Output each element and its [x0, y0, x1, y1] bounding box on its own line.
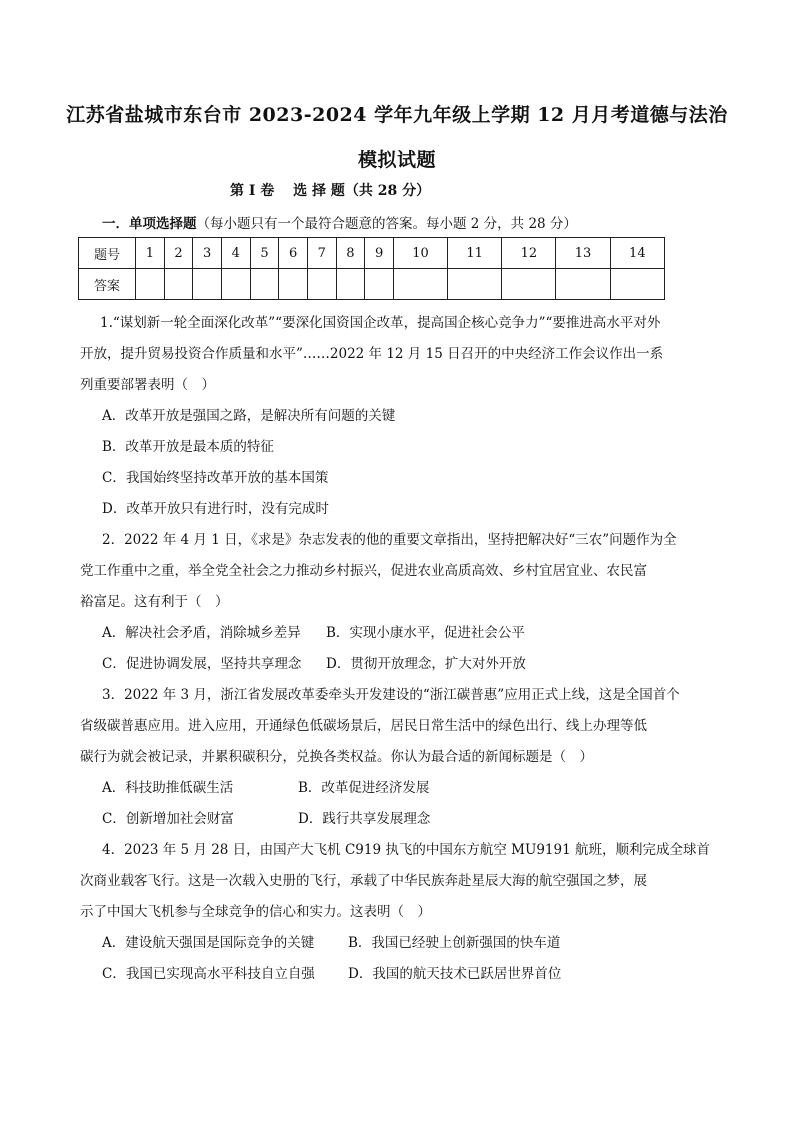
table-cell-number: 4	[221, 238, 250, 269]
answer-cell[interactable]	[279, 269, 308, 300]
question-4-option-a[interactable]: A．建设航天强国是国际竞争的关键	[102, 935, 315, 951]
answer-cell[interactable]	[610, 269, 664, 300]
answer-cell[interactable]	[448, 269, 502, 300]
answer-cell[interactable]	[336, 269, 365, 300]
answer-cell[interactable]	[193, 269, 222, 300]
question-4-line-2: 次商业载客飞行。这是一次载入史册的飞行，承载了中华民族奔赴星辰大海的航空强国之梦，展	[80, 873, 647, 889]
exam-title-line2: 模拟试题	[357, 149, 436, 171]
question-4-option-d[interactable]: D．我国的航天技术已跃居世界首位	[348, 966, 562, 982]
section-heading-text: 第 I 卷 选 择 题（共 28 分）	[230, 183, 431, 199]
table-cell-number: 2	[164, 238, 193, 269]
table-cell-number: 6	[279, 238, 308, 269]
answer-cell[interactable]	[556, 269, 610, 300]
question-2-option-a[interactable]: A．解决社会矛盾，消除城乡差异	[102, 625, 301, 641]
part-label: 一．单项选择题	[102, 216, 197, 232]
question-3-option-b[interactable]: B．改革促进经济发展	[298, 780, 430, 796]
table-cell-number: 11	[448, 238, 502, 269]
answer-cell[interactable]	[307, 269, 336, 300]
answer-cell[interactable]	[164, 269, 193, 300]
question-3-line-3: 碳行为就会被记录，并累积碳积分，兑换各类权益。你认为最合适的新闻标题是（ ）	[80, 749, 593, 765]
table-row-label-number: 题号	[79, 238, 136, 269]
table-cell-number: 12	[502, 238, 556, 269]
question-1-line-2: 开放，提升贸易投资合作质量和水平”……2022 年 12 月 15 日召开的中央经济工作会议作出一系	[80, 346, 664, 362]
question-1-option-b[interactable]: B．改革开放是最本质的特征	[102, 439, 274, 455]
answer-cell[interactable]	[502, 269, 556, 300]
question-2-line-1: 2．2022 年 4 月 1 日，《求是》杂志发表的他的重要文章指出，坚持把解决好“三农”问题作为全	[102, 532, 677, 548]
table-cell-number: 7	[307, 238, 336, 269]
answer-cell[interactable]	[250, 269, 279, 300]
question-1-option-c[interactable]: C．我国始终坚持改革开放的基本国策	[102, 470, 329, 486]
question-4-line-3: 示了中国大飞机参与全球竞争的信心和实力。这表明（ ）	[80, 904, 431, 920]
question-3-option-d[interactable]: D．践行共享发展理念	[298, 811, 431, 827]
question-2-option-b[interactable]: B．实现小康水平，促进社会公平	[326, 625, 525, 641]
table-cell-number: 13	[556, 238, 610, 269]
question-3-option-a[interactable]: A．科技助推低碳生活	[102, 780, 234, 796]
question-2-line-3: 裕富足。这有利于（ ）	[80, 594, 229, 610]
question-2-option-c[interactable]: C．促进协调发展，坚持共享理念	[102, 656, 302, 672]
question-4-option-b[interactable]: B．我国已经驶上创新强国的快车道	[348, 935, 561, 951]
question-1-line-1: 1.“谋划新一轮全面深化改革”“要深化国资国企改革，提高国企核心竞争力”“要推进高水平对外	[100, 315, 661, 331]
answer-table-number-row	[79, 238, 665, 269]
part-heading	[102, 212, 577, 232]
question-4-line-1: 4．2023 年 5 月 28 日，由国产大飞机 C919 执飞的中国东方航空 MU9191 航班，顺利完成全球首	[102, 842, 710, 858]
table-cell-number: 14	[610, 238, 664, 269]
question-3-option-c[interactable]: C．创新增加社会财富	[102, 811, 234, 827]
table-cell-number: 5	[250, 238, 279, 269]
exam-title-line1: 江苏省盐城市东台市 2023-2024 学年九年级上学期 12 月月考道德与法治	[66, 104, 728, 126]
table-cell-number: 9	[365, 238, 394, 269]
question-3-line-1: 3．2022 年 3 月，浙江省发展改革委牵头开发建设的“浙江碳普惠”应用正式上线，这是全国首个	[102, 687, 680, 703]
table-cell-number: 10	[393, 238, 447, 269]
answer-cell[interactable]	[393, 269, 447, 300]
question-3-line-2: 省级碳普惠应用。进入应用，开通绿色低碳场景后，居民日常生活中的绿色出行、线上办理等低	[80, 718, 647, 734]
table-row-label-answer: 答案	[79, 269, 136, 300]
question-2-line-2: 党工作重中之重，举全党全社会之力推动乡村振兴，促进农业高质高效、乡村宜居宜业、农民富	[80, 563, 647, 579]
answer-table-answer-row	[79, 269, 665, 300]
question-2-option-d[interactable]: D．贯彻开放理念，扩大对外开放	[326, 656, 526, 672]
table-cell-number: 3	[193, 238, 222, 269]
answer-cell[interactable]	[365, 269, 394, 300]
question-1-line-3: 列重要部署表明（ ）	[80, 377, 215, 393]
answer-cell[interactable]	[136, 269, 165, 300]
question-1-option-a[interactable]: A．改革开放是强国之路，是解决所有问题的关键	[102, 408, 396, 424]
table-cell-number: 1	[136, 238, 165, 269]
answer-table	[78, 237, 665, 300]
answer-cell[interactable]	[221, 269, 250, 300]
question-1-option-d[interactable]: D．改革开放只有进行时，没有完成时	[102, 501, 329, 517]
part-note: （每小题只有一个最符合题意的答案。每小题 2 分，共 28 分）	[196, 216, 577, 232]
question-4-option-c[interactable]: C．我国已实现高水平科技自立自强	[102, 966, 315, 982]
table-cell-number: 8	[336, 238, 365, 269]
